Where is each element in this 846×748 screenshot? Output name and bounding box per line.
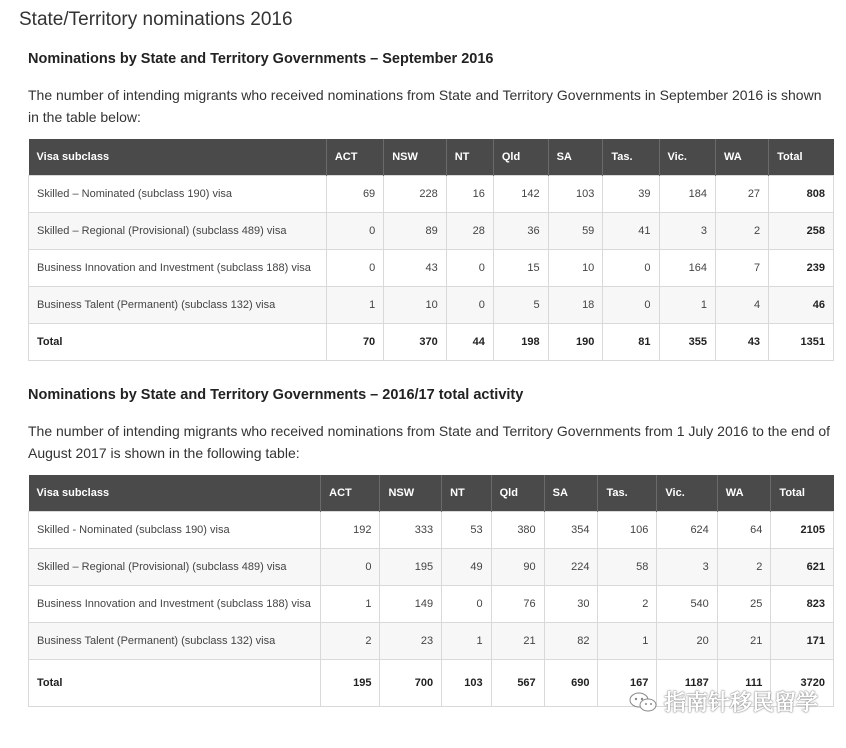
total-cell: 195 (321, 660, 380, 707)
total-cell: 43 (715, 324, 768, 361)
value-cell: 164 (659, 250, 715, 287)
value-cell: 624 (657, 512, 717, 549)
nominations-table-total-activity (28, 475, 834, 707)
value-cell: 0 (446, 250, 493, 287)
value-cell: 1 (659, 287, 715, 324)
watermark (628, 686, 818, 717)
table-row (29, 586, 834, 623)
table-total-row (29, 324, 834, 361)
total-cell: 1187 (657, 660, 717, 707)
total-cell: 3720 (771, 660, 834, 707)
column-header: NT (442, 475, 491, 512)
value-cell: 59 (548, 213, 603, 250)
value-cell: 4 (715, 287, 768, 324)
value-cell: 106 (598, 512, 657, 549)
visa-subclass-cell: Business Talent (Permanent) (subclass 132) visa (29, 287, 327, 324)
column-header: Vic. (657, 475, 717, 512)
value-cell: 90 (491, 549, 544, 586)
column-header: SA (548, 139, 603, 176)
value-cell: 41 (603, 213, 659, 250)
column-header: WA (717, 475, 771, 512)
column-header: Total (769, 139, 834, 176)
table-row (29, 549, 834, 586)
section2-heading: Nominations by State and Territory Governments – 2016/17 total activity (28, 387, 524, 403)
value-cell: 808 (769, 176, 834, 213)
total-cell: 167 (598, 660, 657, 707)
section1-heading: Nominations by State and Territory Governments – September 2016 (28, 51, 494, 67)
value-cell: 621 (771, 549, 834, 586)
table-row (29, 512, 834, 549)
total-label: Total (29, 660, 321, 707)
column-header: Vic. (659, 139, 715, 176)
visa-subclass-cell: Business Innovation and Investment (subclass 188) visa (29, 586, 321, 623)
value-cell: 58 (598, 549, 657, 586)
value-cell: 15 (493, 250, 548, 287)
total-cell: 111 (717, 660, 771, 707)
value-cell: 224 (544, 549, 598, 586)
value-cell: 192 (321, 512, 380, 549)
total-cell: 700 (380, 660, 442, 707)
column-header: Qld (491, 475, 544, 512)
value-cell: 10 (384, 287, 447, 324)
total-cell: 198 (493, 324, 548, 361)
value-cell: 25 (717, 586, 771, 623)
column-header: NSW (380, 475, 442, 512)
visa-subclass-cell: Business Innovation and Investment (subclass 188) visa (29, 250, 327, 287)
total-cell: 1351 (769, 324, 834, 361)
value-cell: 239 (769, 250, 834, 287)
column-header: SA (544, 475, 598, 512)
value-cell: 10 (548, 250, 603, 287)
value-cell: 27 (715, 176, 768, 213)
value-cell: 0 (442, 586, 491, 623)
value-cell: 2 (321, 623, 380, 660)
value-cell: 5 (493, 287, 548, 324)
total-cell: 355 (659, 324, 715, 361)
column-header: Tas. (603, 139, 659, 176)
total-cell: 70 (326, 324, 383, 361)
value-cell: 21 (491, 623, 544, 660)
value-cell: 28 (446, 213, 493, 250)
total-cell: 690 (544, 660, 598, 707)
column-header: Qld (493, 139, 548, 176)
value-cell: 0 (326, 250, 383, 287)
value-cell: 36 (493, 213, 548, 250)
value-cell: 171 (771, 623, 834, 660)
value-cell: 2 (717, 549, 771, 586)
value-cell: 195 (380, 549, 442, 586)
value-cell: 1 (321, 586, 380, 623)
visa-subclass-cell: Skilled – Regional (Provisional) (subclass 489) visa (29, 213, 327, 250)
table-row (29, 287, 834, 324)
value-cell: 30 (544, 586, 598, 623)
value-cell: 2105 (771, 512, 834, 549)
table-header-row (29, 475, 834, 512)
column-header: ACT (326, 139, 383, 176)
value-cell: 0 (446, 287, 493, 324)
table-header-row (29, 139, 834, 176)
column-header: Total (771, 475, 834, 512)
value-cell: 49 (442, 549, 491, 586)
value-cell: 18 (548, 287, 603, 324)
total-cell: 567 (491, 660, 544, 707)
column-header: Tas. (598, 475, 657, 512)
value-cell: 7 (715, 250, 768, 287)
value-cell: 3 (659, 213, 715, 250)
value-cell: 1 (326, 287, 383, 324)
value-cell: 39 (603, 176, 659, 213)
visa-subclass-cell: Business Talent (Permanent) (subclass 132) visa (29, 623, 321, 660)
value-cell: 2 (715, 213, 768, 250)
watermark-text: 指南针移民留学 (663, 690, 818, 715)
value-cell: 2 (598, 586, 657, 623)
column-header: NSW (384, 139, 447, 176)
total-cell: 190 (548, 324, 603, 361)
nominations-table-september (28, 139, 834, 361)
value-cell: 540 (657, 586, 717, 623)
value-cell: 3 (657, 549, 717, 586)
total-cell: 44 (446, 324, 493, 361)
value-cell: 1 (442, 623, 491, 660)
value-cell: 53 (442, 512, 491, 549)
value-cell: 1 (598, 623, 657, 660)
value-cell: 142 (493, 176, 548, 213)
value-cell: 103 (548, 176, 603, 213)
section1-intro: The number of intending migrants who received nominations from State and Territory Governments in September 2016 is shown in the table below: (28, 87, 822, 125)
value-cell: 76 (491, 586, 544, 623)
value-cell: 184 (659, 176, 715, 213)
column-header: Visa subclass (29, 475, 321, 512)
value-cell: 0 (603, 250, 659, 287)
value-cell: 64 (717, 512, 771, 549)
value-cell: 380 (491, 512, 544, 549)
value-cell: 16 (446, 176, 493, 213)
value-cell: 21 (717, 623, 771, 660)
value-cell: 149 (380, 586, 442, 623)
value-cell: 89 (384, 213, 447, 250)
value-cell: 46 (769, 287, 834, 324)
value-cell: 823 (771, 586, 834, 623)
total-cell: 103 (442, 660, 491, 707)
value-cell: 23 (380, 623, 442, 660)
value-cell: 258 (769, 213, 834, 250)
wechat-icon (628, 691, 658, 713)
column-header: NT (446, 139, 493, 176)
value-cell: 69 (326, 176, 383, 213)
visa-subclass-cell: Skilled – Regional (Provisional) (subclass 489) visa (29, 549, 321, 586)
value-cell: 0 (321, 549, 380, 586)
table-row (29, 213, 834, 250)
page-title: State/Territory nominations 2016 (19, 9, 293, 30)
visa-subclass-cell: Skilled - Nominated (subclass 190) visa (29, 512, 321, 549)
column-header: ACT (321, 475, 380, 512)
visa-subclass-cell: Skilled – Nominated (subclass 190) visa (29, 176, 327, 213)
column-header: Visa subclass (29, 139, 327, 176)
value-cell: 333 (380, 512, 442, 549)
section2-intro: The number of intending migrants who received nominations from State and Territory Governments from 1 July 2016 to the end of August 2017 is shown in the following table: (28, 423, 831, 461)
table-row (29, 176, 834, 213)
value-cell: 354 (544, 512, 598, 549)
total-cell: 81 (603, 324, 659, 361)
column-header: WA (715, 139, 768, 176)
value-cell: 0 (603, 287, 659, 324)
value-cell: 82 (544, 623, 598, 660)
value-cell: 20 (657, 623, 717, 660)
total-cell: 370 (384, 324, 447, 361)
value-cell: 0 (326, 213, 383, 250)
value-cell: 43 (384, 250, 447, 287)
value-cell: 228 (384, 176, 447, 213)
table-row (29, 250, 834, 287)
table-row (29, 623, 834, 660)
total-label: Total (29, 324, 327, 361)
